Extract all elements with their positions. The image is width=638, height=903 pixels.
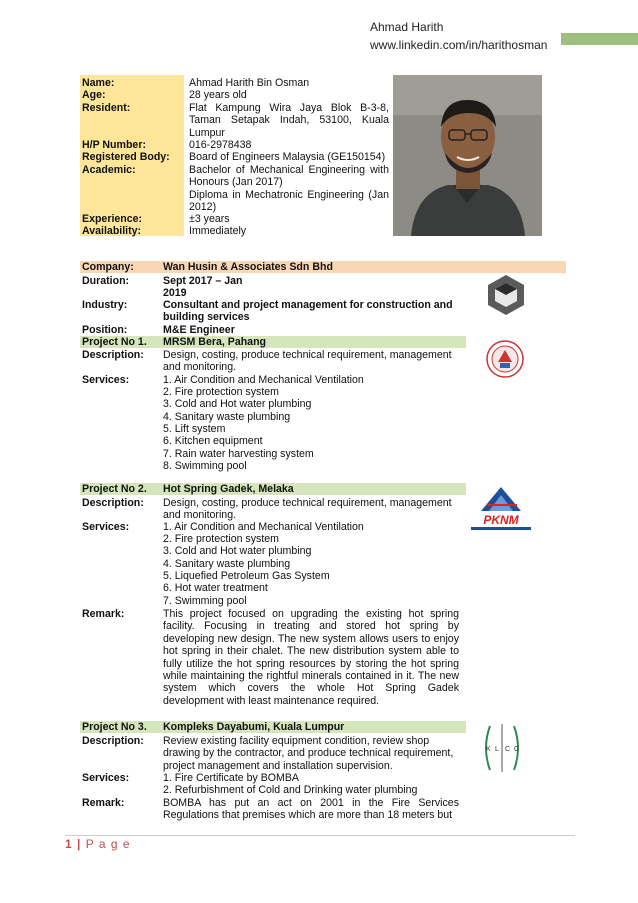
- list-item: 7. Rain water harvesting system: [163, 448, 314, 460]
- klcc-logo-icon: [478, 722, 526, 774]
- document-header: [370, 18, 547, 54]
- list-item: 2. Fire protection system: [163, 386, 279, 398]
- project-3-description-label: Description:: [82, 735, 144, 747]
- age-value: 28 years old: [189, 89, 247, 101]
- project-3-remark: BOMBA has put an act on 2001 in the Fire Services Regulations that premises which are more than 18 meters but: [163, 797, 459, 822]
- page-number: 1: [65, 837, 73, 851]
- pknm-logo-text: PKNM: [483, 513, 519, 527]
- project-1-services-label: Services:: [82, 374, 130, 386]
- list-item: 6. Kitchen equipment: [163, 435, 263, 447]
- name-label: Name:: [82, 77, 115, 89]
- list-item: 2. Refurbishment of Cold and Drinking water plumbing: [163, 784, 418, 796]
- list-item: 7. Swimming pool: [163, 595, 247, 607]
- page-separator: |: [77, 837, 82, 851]
- project-1-title: MRSM Bera, Pahang: [163, 336, 267, 348]
- experience-value: ±3 years: [189, 213, 230, 225]
- reg-label: Registered Body:: [82, 151, 170, 163]
- project-1-number: Project No 1.: [82, 336, 147, 348]
- age-label: Age:: [82, 89, 106, 101]
- project-2-title: Hot Spring Gadek, Melaka: [163, 483, 294, 495]
- list-item: 5. Lift system: [163, 423, 226, 435]
- header-accent-bar: [561, 33, 638, 45]
- company-logo-icon: [484, 273, 528, 317]
- profile-photo: [393, 75, 542, 236]
- footer-divider: [65, 835, 575, 836]
- klcc-letter-l: L: [495, 746, 499, 753]
- project-3-description: Review existing facility equipment condition, review shop drawing by the contractor, and produce technical requirement, project management and installation supervision.: [163, 735, 454, 772]
- project-3-number: Project No 3.: [82, 721, 147, 733]
- list-item: 2. Fire protection system: [163, 533, 279, 545]
- header-name: Ahmad Harith: [370, 20, 444, 34]
- mrsm-crest-icon: [485, 338, 525, 380]
- reg-value: Board of Engineers Malaysia (GE150154): [189, 151, 386, 163]
- project-3-services-label: Services:: [82, 772, 130, 784]
- project-2-number: Project No 2.: [82, 483, 147, 495]
- position-label: Position:: [82, 324, 128, 336]
- list-item: 8. Swimming pool: [163, 460, 247, 472]
- project-1-description-label: Description:: [82, 349, 144, 361]
- list-item: 3. Cold and Hot water plumbing: [163, 398, 312, 410]
- company-value: Wan Husin & Associates Sdn Bhd: [163, 261, 333, 273]
- klcc-letter-k: K: [486, 746, 491, 753]
- resident-value: Flat Kampung Wira Jaya Blok B-3-8, Taman Setapak Indah, 53100, Kuala Lumpur: [189, 102, 389, 139]
- list-item: 1. Fire Certificate by BOMBA: [163, 772, 299, 784]
- availability-label: Availability:: [82, 225, 142, 237]
- project-2-services-label: Services:: [82, 521, 130, 533]
- list-item: 4. Sanitary waste plumbing: [163, 558, 291, 570]
- header-url[interactable]: www.linkedin.com/in/harithosman: [370, 38, 548, 52]
- list-item: 1. Air Condition and Mechanical Ventilation: [163, 521, 364, 533]
- project-2-description-label: Description:: [82, 497, 144, 509]
- list-item: 1. Air Condition and Mechanical Ventilation: [163, 374, 364, 386]
- academic-value-2: Diploma in Mechatronic Engineering (Jan 2012): [189, 189, 389, 214]
- project-2-description: Design, costing, produce technical requirement, management and monitoring.: [163, 497, 452, 522]
- list-item: 4. Sanitary waste plumbing: [163, 411, 291, 423]
- name-value: Ahmad Harith Bin Osman: [189, 77, 310, 89]
- hp-value: 016-2978438: [189, 139, 252, 151]
- industry-value: Consultant and project management for construction and building services: [163, 299, 453, 324]
- project-2-remark: This project focused on upgrading the existing hot spring facility. Focusing in treating and stored hot spring by developing new design. The new system allows users to enjoy hot spring in their chalet. The new distribution system able to fully utilize the hot spring resources by storing the hot spring while maintaining the rightful minerals contained in it. The new system which covers the whole Hot Spring Gadek development with least maintenance required.: [163, 608, 459, 707]
- academic-value-1: Bachelor of Mechanical Engineering with Honours (Jan 2017): [189, 164, 389, 189]
- industry-label: Industry:: [82, 299, 128, 311]
- academic-label: Academic:: [82, 164, 136, 176]
- resident-label: Resident:: [82, 102, 131, 114]
- project-3-remark-label: Remark:: [82, 797, 125, 809]
- hp-label: H/P Number:: [82, 139, 146, 151]
- availability-value: Immediately: [189, 225, 247, 237]
- page-word: P a g e: [85, 837, 131, 851]
- company-label: Company:: [82, 261, 134, 273]
- page-footer: [65, 837, 131, 851]
- position-value: M&E Engineer: [163, 324, 235, 336]
- duration-value: Sept 2017 – Jan 2019: [163, 275, 243, 300]
- pknm-logo-icon: [467, 485, 535, 533]
- project-3-title: Kompleks Dayabumi, Kuala Lumpur: [163, 721, 345, 733]
- project-1-description: Design, costing, produce technical requirement, management and monitoring.: [163, 349, 452, 374]
- duration-label: Duration:: [82, 275, 130, 287]
- list-item: 3. Cold and Hot water plumbing: [163, 545, 312, 557]
- klcc-letter-c1: C: [505, 746, 511, 753]
- experience-label: Experience:: [82, 213, 143, 225]
- project-2-remark-label: Remark:: [82, 608, 125, 620]
- klcc-letter-c2: C: [514, 746, 520, 753]
- list-item: 6. Hot water treatment: [163, 582, 268, 594]
- list-item: 5. Liquefied Petroleum Gas System: [163, 570, 330, 582]
